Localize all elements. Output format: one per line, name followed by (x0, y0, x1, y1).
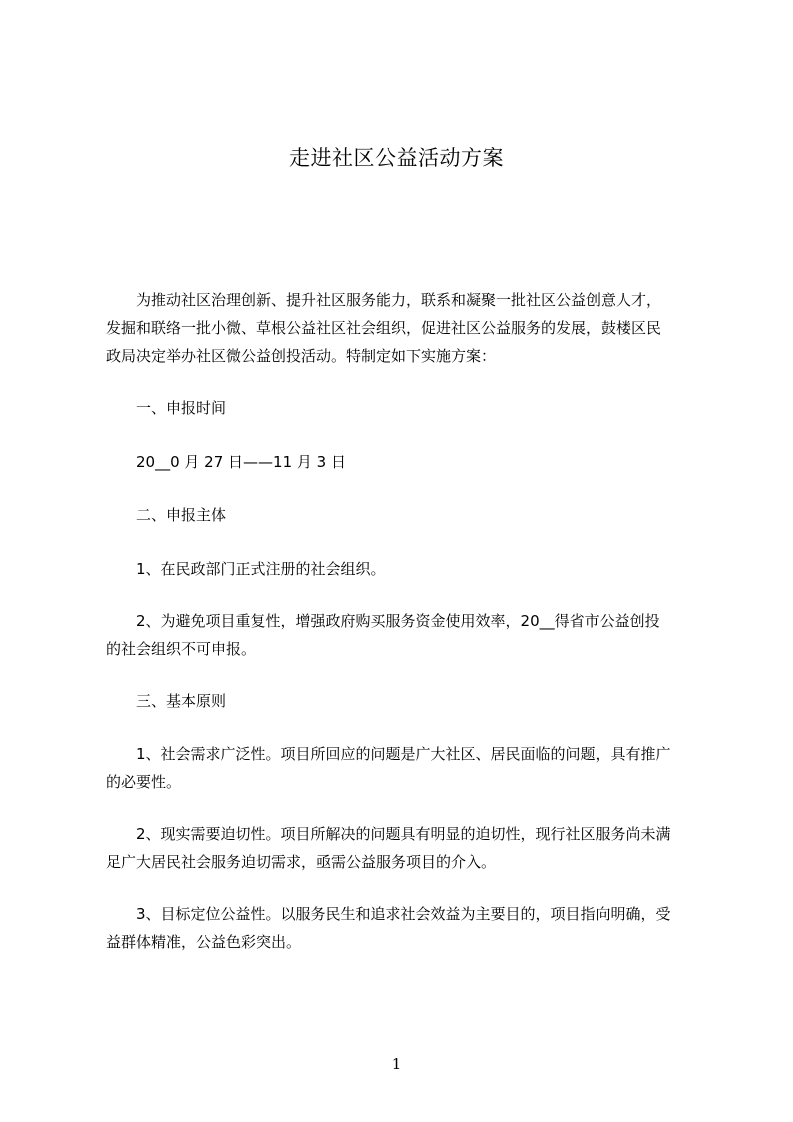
principle-item-1-line: 的必要性。 (106, 773, 182, 791)
section-heading-declaration-subject: 二、申报主体 (106, 506, 227, 524)
principle-item-3-line: 益群体精准，公益色彩突出。 (106, 933, 302, 951)
declaration-date-range: 20__0 月 27 日——11 月 3 日 (106, 453, 346, 471)
intro-paragraph (106, 286, 706, 370)
section-heading-declaration-time: 一、申报时间 (106, 399, 227, 417)
principle-item-2-line: 足广大居民社会服务迫切需求，亟需公益服务项目的介入。 (106, 853, 497, 871)
page-number: 1 (391, 1055, 402, 1073)
principle-item-1 (106, 740, 706, 796)
principle-item-2-line: 2、现实需要迫切性。项目所解决的问题具有明显的迫切性，现行社区服务尚未满 (106, 825, 671, 843)
intro-line: 政局决定举办社区微公益创投活动。特制定如下实施方案： (106, 347, 497, 365)
principle-item-3-line: 3、目标定位公益性。以服务民生和追求社会效益为主要目的，项目指向明确，受 (106, 905, 671, 923)
subject-item-2-line: 2、为避免项目重复性，增强政府购买服务资金使用效率，20__得省市公益创投 (106, 612, 660, 630)
intro-line: 为推动社区治理创新、提升社区服务能力，联系和凝聚一批社区公益创意人才， (106, 291, 662, 309)
principle-item-2 (106, 820, 706, 876)
subject-item-2-line: 的社会组织不可申报。 (106, 640, 257, 658)
subject-item-2 (106, 607, 706, 663)
section-heading-basic-principles: 三、基本原则 (106, 692, 227, 710)
document-title: 走进社区公益活动方案 (289, 146, 504, 170)
principle-item-3 (106, 900, 706, 956)
intro-line: 发掘和联络一批小微、草根公益社区社会组织，促进社区公益服务的发展，鼓楼区民 (106, 319, 662, 337)
principle-item-1-line: 1、社会需求广泛性。项目所回应的问题是广大社区、居民面临的问题，具有推广 (106, 745, 671, 763)
subject-item-1: 1、在民政部门正式注册的社会组织。 (106, 560, 386, 578)
